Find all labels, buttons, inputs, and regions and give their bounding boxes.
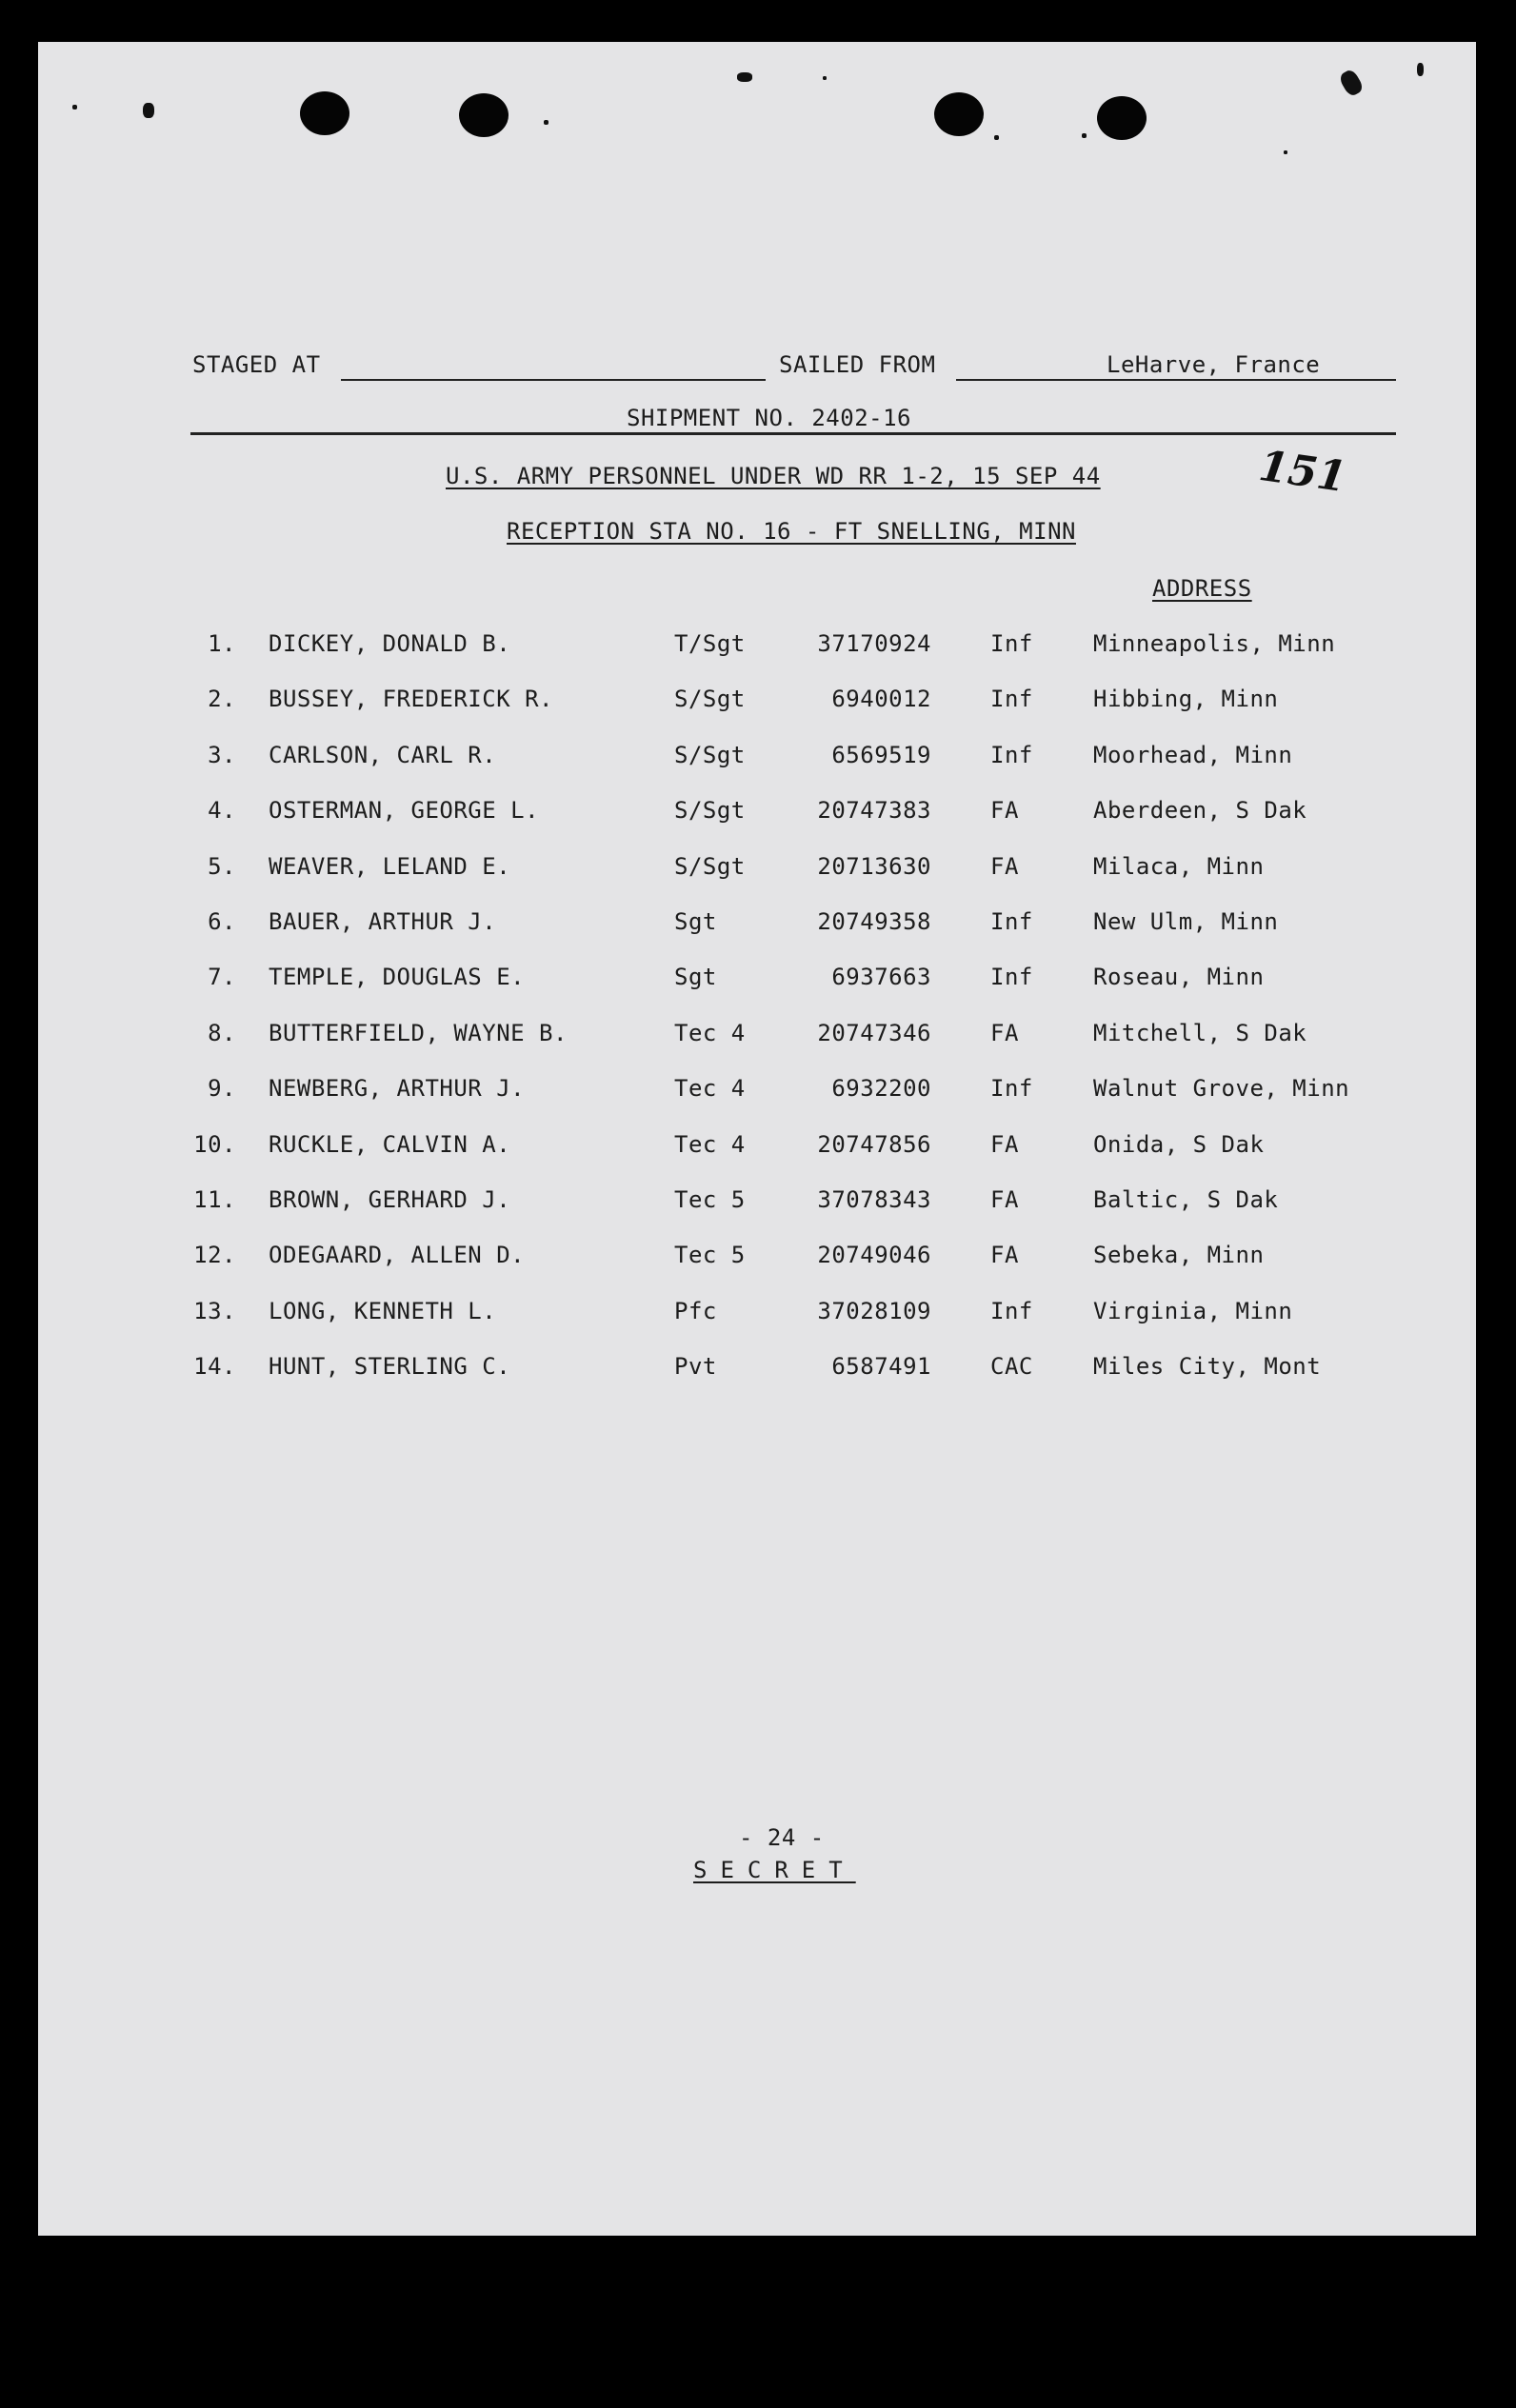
personnel-rank: S/Sgt (674, 686, 746, 713)
sailed-from-value: LeHarve, France (1107, 351, 1321, 378)
personnel-row (0, 632, 1516, 670)
paper-speck (1284, 150, 1287, 154)
personnel-rank: Tec 4 (674, 1019, 746, 1046)
personnel-serial-number: 6940012 (831, 686, 931, 713)
personnel-serial-number: 6932200 (831, 1075, 931, 1103)
personnel-address: Minneapolis, Minn (1093, 630, 1336, 657)
personnel-address: Hibbing, Minn (1093, 686, 1279, 713)
personnel-rank: Tec 4 (674, 1075, 746, 1103)
personnel-serial-number: 6569519 (831, 741, 931, 768)
page-number: - 24 - (739, 1824, 825, 1851)
personnel-name: BAUER, ARTHUR J. (269, 908, 497, 935)
personnel-name: HUNT, STERLING C. (269, 1353, 511, 1381)
personnel-row (0, 1355, 1516, 1393)
personnel-branch: FA (990, 1130, 1019, 1158)
personnel-name: DICKEY, DONALD B. (269, 630, 511, 657)
shipment-number: SHIPMENT NO. 2402-16 (627, 405, 911, 431)
reception-station-heading: RECEPTION STA NO. 16 - FT SNELLING, MINN (507, 518, 1076, 545)
personnel-address: Walnut Grove, Minn (1093, 1075, 1350, 1103)
personnel-rank: Pfc (674, 1297, 717, 1324)
personnel-address: New Ulm, Minn (1093, 908, 1279, 935)
paper-speck (143, 103, 154, 118)
personnel-name: BUSSEY, FREDERICK R. (269, 686, 553, 713)
row-number: 8. (208, 1019, 236, 1046)
personnel-name: WEAVER, LELAND E. (269, 852, 511, 880)
personnel-address: Roseau, Minn (1093, 964, 1265, 991)
personnel-address: Sebeka, Minn (1093, 1242, 1265, 1269)
personnel-name: LONG, KENNETH L. (269, 1297, 497, 1324)
personnel-address: Onida, S Dak (1093, 1130, 1265, 1158)
personnel-name: NEWBERG, ARTHUR J. (269, 1075, 526, 1103)
personnel-address: Aberdeen, S Dak (1093, 797, 1307, 825)
personnel-row (0, 1297, 1516, 1338)
paper-speck (72, 105, 77, 109)
personnel-name: TEMPLE, DOUGLAS E. (269, 964, 526, 991)
personnel-name: ODEGAARD, ALLEN D. (269, 1242, 526, 1269)
classification-marking: SECRET (693, 1857, 856, 1883)
personnel-branch: Inf (990, 630, 1033, 657)
row-number: 6. (208, 908, 236, 935)
shipment-rule (190, 432, 1396, 435)
personnel-branch: Inf (990, 964, 1033, 991)
row-number: 3. (208, 741, 236, 768)
personnel-serial-number: 20749046 (817, 1242, 931, 1269)
personnel-serial-number: 37028109 (817, 1297, 931, 1324)
row-number: 1. (208, 630, 236, 657)
row-number: 2. (208, 686, 236, 713)
personnel-serial-number: 20713630 (817, 852, 931, 880)
punch-hole (934, 92, 984, 136)
row-number: 9. (208, 1075, 236, 1103)
row-number: 5. (208, 852, 236, 880)
paper-speck (737, 72, 752, 82)
personnel-row (0, 910, 1516, 948)
paper-speck (1082, 133, 1087, 138)
personnel-row (0, 1244, 1516, 1282)
personnel-address: Milaca, Minn (1093, 852, 1265, 880)
personnel-serial-number: 37078343 (817, 1186, 931, 1213)
personnel-address: Miles City, Mont (1093, 1353, 1322, 1381)
personnel-rank: Sgt (674, 908, 717, 935)
personnel-address: Baltic, S Dak (1093, 1186, 1279, 1213)
personnel-branch: CAC (990, 1353, 1033, 1381)
personnel-branch: FA (990, 1186, 1019, 1213)
row-number: 12. (193, 1242, 236, 1269)
personnel-branch: Inf (990, 1297, 1033, 1324)
row-number: 14. (193, 1353, 236, 1381)
sailed-from-underline (956, 379, 1396, 381)
personnel-name: RUCKLE, CALVIN A. (269, 1130, 511, 1158)
personnel-rank: T/Sgt (674, 630, 746, 657)
personnel-rank: Tec 4 (674, 1130, 746, 1158)
personnel-branch: Inf (990, 1075, 1033, 1103)
row-number: 13. (193, 1297, 236, 1324)
column-header-address: ADDRESS (1152, 575, 1252, 602)
personnel-row (0, 1019, 1516, 1060)
personnel-name: BUTTERFIELD, WAYNE B. (269, 1019, 568, 1046)
punch-hole (1097, 96, 1147, 140)
personnel-row (0, 1130, 1516, 1171)
paper-speck (823, 76, 827, 80)
row-number: 10. (193, 1130, 236, 1158)
row-number: 4. (208, 797, 236, 825)
personnel-rank: Pvt (674, 1353, 717, 1381)
personnel-branch: Inf (990, 686, 1033, 713)
personnel-serial-number: 20747383 (817, 797, 931, 825)
paper-speck (544, 120, 549, 125)
personnel-serial-number: 20749358 (817, 908, 931, 935)
personnel-name: BROWN, GERHARD J. (269, 1186, 511, 1213)
personnel-rank: S/Sgt (674, 741, 746, 768)
personnel-row (0, 1188, 1516, 1226)
personnel-row (0, 799, 1516, 837)
personnel-row (0, 1077, 1516, 1115)
personnel-name: CARLSON, CARL R. (269, 741, 497, 768)
personnel-address: Mitchell, S Dak (1093, 1019, 1307, 1046)
staged-at-underline (341, 379, 766, 381)
personnel-address: Virginia, Minn (1093, 1297, 1293, 1324)
personnel-serial-number: 6937663 (831, 964, 931, 991)
personnel-serial-number: 20747346 (817, 1019, 931, 1046)
personnel-rank: S/Sgt (674, 797, 746, 825)
personnel-heading: U.S. ARMY PERSONNEL UNDER WD RR 1-2, 15 SEP 44 (446, 463, 1101, 489)
personnel-row (0, 687, 1516, 726)
personnel-name: OSTERMAN, GEORGE L. (269, 797, 540, 825)
personnel-row (0, 741, 1516, 782)
personnel-rank: S/Sgt (674, 852, 746, 880)
staged-at-label: STAGED AT (192, 351, 321, 378)
personnel-rank: Tec 5 (674, 1242, 746, 1269)
row-number: 11. (193, 1186, 236, 1213)
sailed-from-label: SAILED FROM (779, 351, 936, 378)
personnel-rank: Sgt (674, 964, 717, 991)
row-number: 7. (208, 964, 236, 991)
personnel-branch: FA (990, 1019, 1019, 1046)
handwritten-page-number: 151 (1255, 441, 1350, 503)
personnel-branch: FA (990, 852, 1019, 880)
personnel-rank: Tec 5 (674, 1186, 746, 1213)
personnel-serial-number: 6587491 (831, 1353, 931, 1381)
punch-hole (459, 93, 509, 137)
personnel-serial-number: 20747856 (817, 1130, 931, 1158)
personnel-branch: Inf (990, 908, 1033, 935)
personnel-branch: FA (990, 1242, 1019, 1269)
punch-hole (300, 91, 349, 135)
paper-speck (1417, 63, 1424, 76)
personnel-serial-number: 37170924 (817, 630, 931, 657)
personnel-branch: FA (990, 797, 1019, 825)
personnel-row (0, 965, 1516, 1004)
personnel-row (0, 852, 1516, 893)
paper-speck (994, 135, 999, 140)
personnel-address: Moorhead, Minn (1093, 741, 1293, 768)
personnel-branch: Inf (990, 741, 1033, 768)
